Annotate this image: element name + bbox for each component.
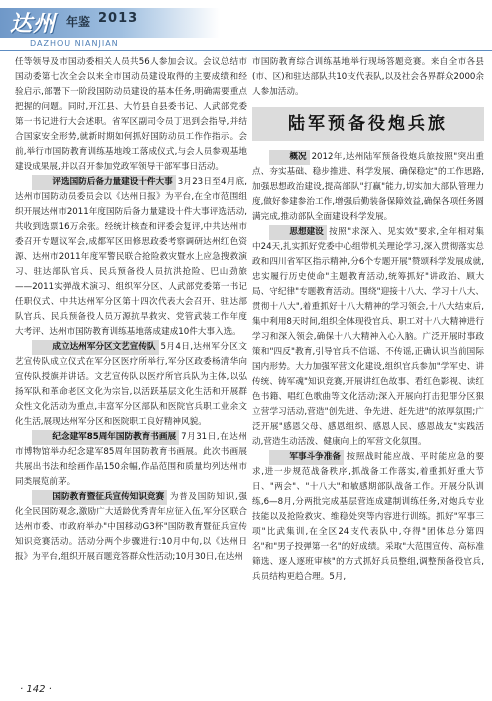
paragraph — [252, 55, 484, 100]
section-title: 陆军预备役炮兵旅 — [252, 107, 484, 141]
paragraph — [15, 490, 247, 565]
paragraph-text: 2012年,达州陆军预备役炮兵旅按照"突出重点、夯实基础、稳步推进、科学发展、确保稳定"的工作思路,加强思想政治建设,提高部队"打赢"能力,切实加大部队管理力度,做好参建参治工作,增强后勤装备保障效益,确保各项任务圆满完成,推动部队全面建设科学发展。 — [252, 152, 484, 222]
yearbook-logo: 达州 — [10, 11, 57, 37]
paragraph — [15, 430, 247, 490]
item-heading: 国防教育暨征兵宣传知识竞赛 — [32, 490, 167, 505]
paragraph-text: 5月4日,达州军分区文艺宣传队成立仪式在军分区医疗所举行,军分区政委杨清华向宣传队授旗并讲话。文艺宣传队以医疗所官兵队为主体,以弘扬军队和革命老区文化为宗旨,以活跃基层文化生活和开展群众性文化活动为重点,丰富军分区部队和医院官兵职工业余文化生活,展现达州军分区和医院职工良好精神风貌。 — [15, 342, 247, 427]
yearbook-label: 年鉴 — [66, 15, 91, 29]
item-heading: 思想建设 — [269, 225, 327, 240]
paragraph-text: 市国防教育综合训练基地举行现场答题竞赛。来自全市各县(市、区)和驻达部队共10支代表队,以及社会各界群众2000余人参加活动。 — [252, 57, 484, 97]
paragraph — [15, 175, 247, 340]
paragraph-text: 按照战时能应战、平时能应急的要求,进一步规范战备秩序,抓战备工作落实,着重抓好重大节日、"两会"、"十八大"和敏感期部队战备工作。开展分队训练,6—8月,分两批完成基层营连成建制训练任务,对炮兵专业技能以及抢险救灾、维稳处突等内容进行训练。抓好"军事三项"比武集训,在全区24支代表队中,夺得"团体总分第四名"和"男子投弹第一名"的好成绩。采取"大范围宣传、高标准筛选、逐人逐班审核"的方式抓好兵员整组,调整预备役官兵,兵员结构更趋合理。5月, — [252, 452, 484, 582]
item-heading: 评选国防后备力量建设十件大事 — [32, 175, 176, 190]
item-heading: 成立达州军分区文艺宣传队 — [32, 340, 158, 355]
item-heading: 概况 — [269, 150, 309, 165]
yearbook-subtitle: DAZHOU NIANJIAN — [30, 39, 119, 48]
header-rule — [0, 50, 492, 51]
left-column — [15, 55, 247, 687]
paragraph-text: 为普及国防知识,强化全民国防观念,激励广大适龄优秀青年应征入伍,军分区联合达州市委、市政府举办"中国移动G3杯"国防教育暨征兵宣传知识竞赛活动。活动分两个步骤进行:10月中旬,以《达州日报》为平台,组织开展百题竞答群众性活动;10月30日,在达州 — [15, 492, 247, 562]
right-column — [252, 55, 484, 687]
page-number: · 142 · — [20, 684, 52, 695]
item-heading: 纪念建军85周年国防教育书画展 — [32, 430, 179, 445]
paragraph — [15, 55, 247, 175]
paragraph-text: 任等领导及市国动委相关人员共56人参加会议。会议总结市国动委第七次全会以来全市国动员建设取得的主要成绩和经验启示,部署下一阶段国防动员建设的基本任务,明确需要重点把握的问题。同时,开江县、大竹县自县委书记、人武部党委第一书记进行大会述职。省军区副司令员丁迅到会指导,并结合国家安全形势,就新时期如何抓好国防动员工作作指示。会前,举行市国防教育训练基地竣工落成仪式,与会人员参观基地建设成果展,并以召开参加党政军领导干部军事日活动。 — [15, 57, 247, 172]
item-heading: 军事斗争准备 — [269, 450, 344, 465]
paragraph — [252, 450, 484, 585]
paragraph — [252, 225, 484, 450]
yearbook-year: 2013 — [98, 11, 139, 26]
paragraph-text: 按照"求深入、见实效"要求,全年相对集中24天,扎实抓好党委中心组带机关理论学习,深入贯彻落实总政和四川省军区指示精神,分6个专题开展"赞颂科学发展成就,忠实履行历史使命"主题教育活动,统筹抓好"讲政治、顾大局、守纪律"专题教育活动。围绕"迎接十八大、学习十八大、贯彻十八大",着重抓好十八大精神的学习领会,十八大结束后,集中利用8天时间,组织全体现役官兵、职工对十八大精神进行学习和深入领会,确保十八大精神入心入脑。广泛开展时事政策和"四反"教育,引导官兵不信谣、不传谣,正确认识当前国际国内形势。大力加强军营文化建设,组织官兵参加"学军史、讲传统、铸军魂"知识竞赛,开展讲红色故事、看红色影视、读红色书籍、唱红色歌曲等文化活动;深入开展向打击犯罪分区狠立营学习活动,营造"创先进、争先进、赶先进"的浓厚氛围;广泛开展"感恩父母、感恩组织、感恩人民、感恩战友"实践活动,营造生动活泼、健康向上的军营文化氛围。 — [252, 227, 484, 447]
page-header — [0, 0, 492, 56]
paragraph — [15, 340, 247, 430]
paragraph-text: 3月23日至4月底,达州市国防动员委员会以《达州日报》为平台,在全市范围组织开展达州市2011年度国防后备力量建设十件大事评选活动,共收到选票16万余张。经统计核查和评委会复评,中共达州市委召开专题议军会,成都军区田修思政委考察调研达州红色资源、达州市2011年度军警民联合抢险救灾暨水上应急搜救演习、驻达部队官兵、民兵预备役人员抗洪抢险、巴山劲旅——2011实弹战术演习、组织军分区、人武部党委第一书记任职仪式、中共达州军分区第十四次代表大会召开、驻达部队官兵、民兵预备役人员万源抗旱救灾、党管武装工作年度大考评、达州市国防教育训练基地落成建成10件大事入选。 — [15, 177, 247, 337]
paragraph-text: 7月31日,在达州市博物馆举办纪念建军85周年国防教育书画展。此次书画展共展出书法和绘画作品150余幅,作品范围和质量均列达州市同类展览前茅。 — [15, 432, 247, 487]
paragraph — [252, 150, 484, 225]
